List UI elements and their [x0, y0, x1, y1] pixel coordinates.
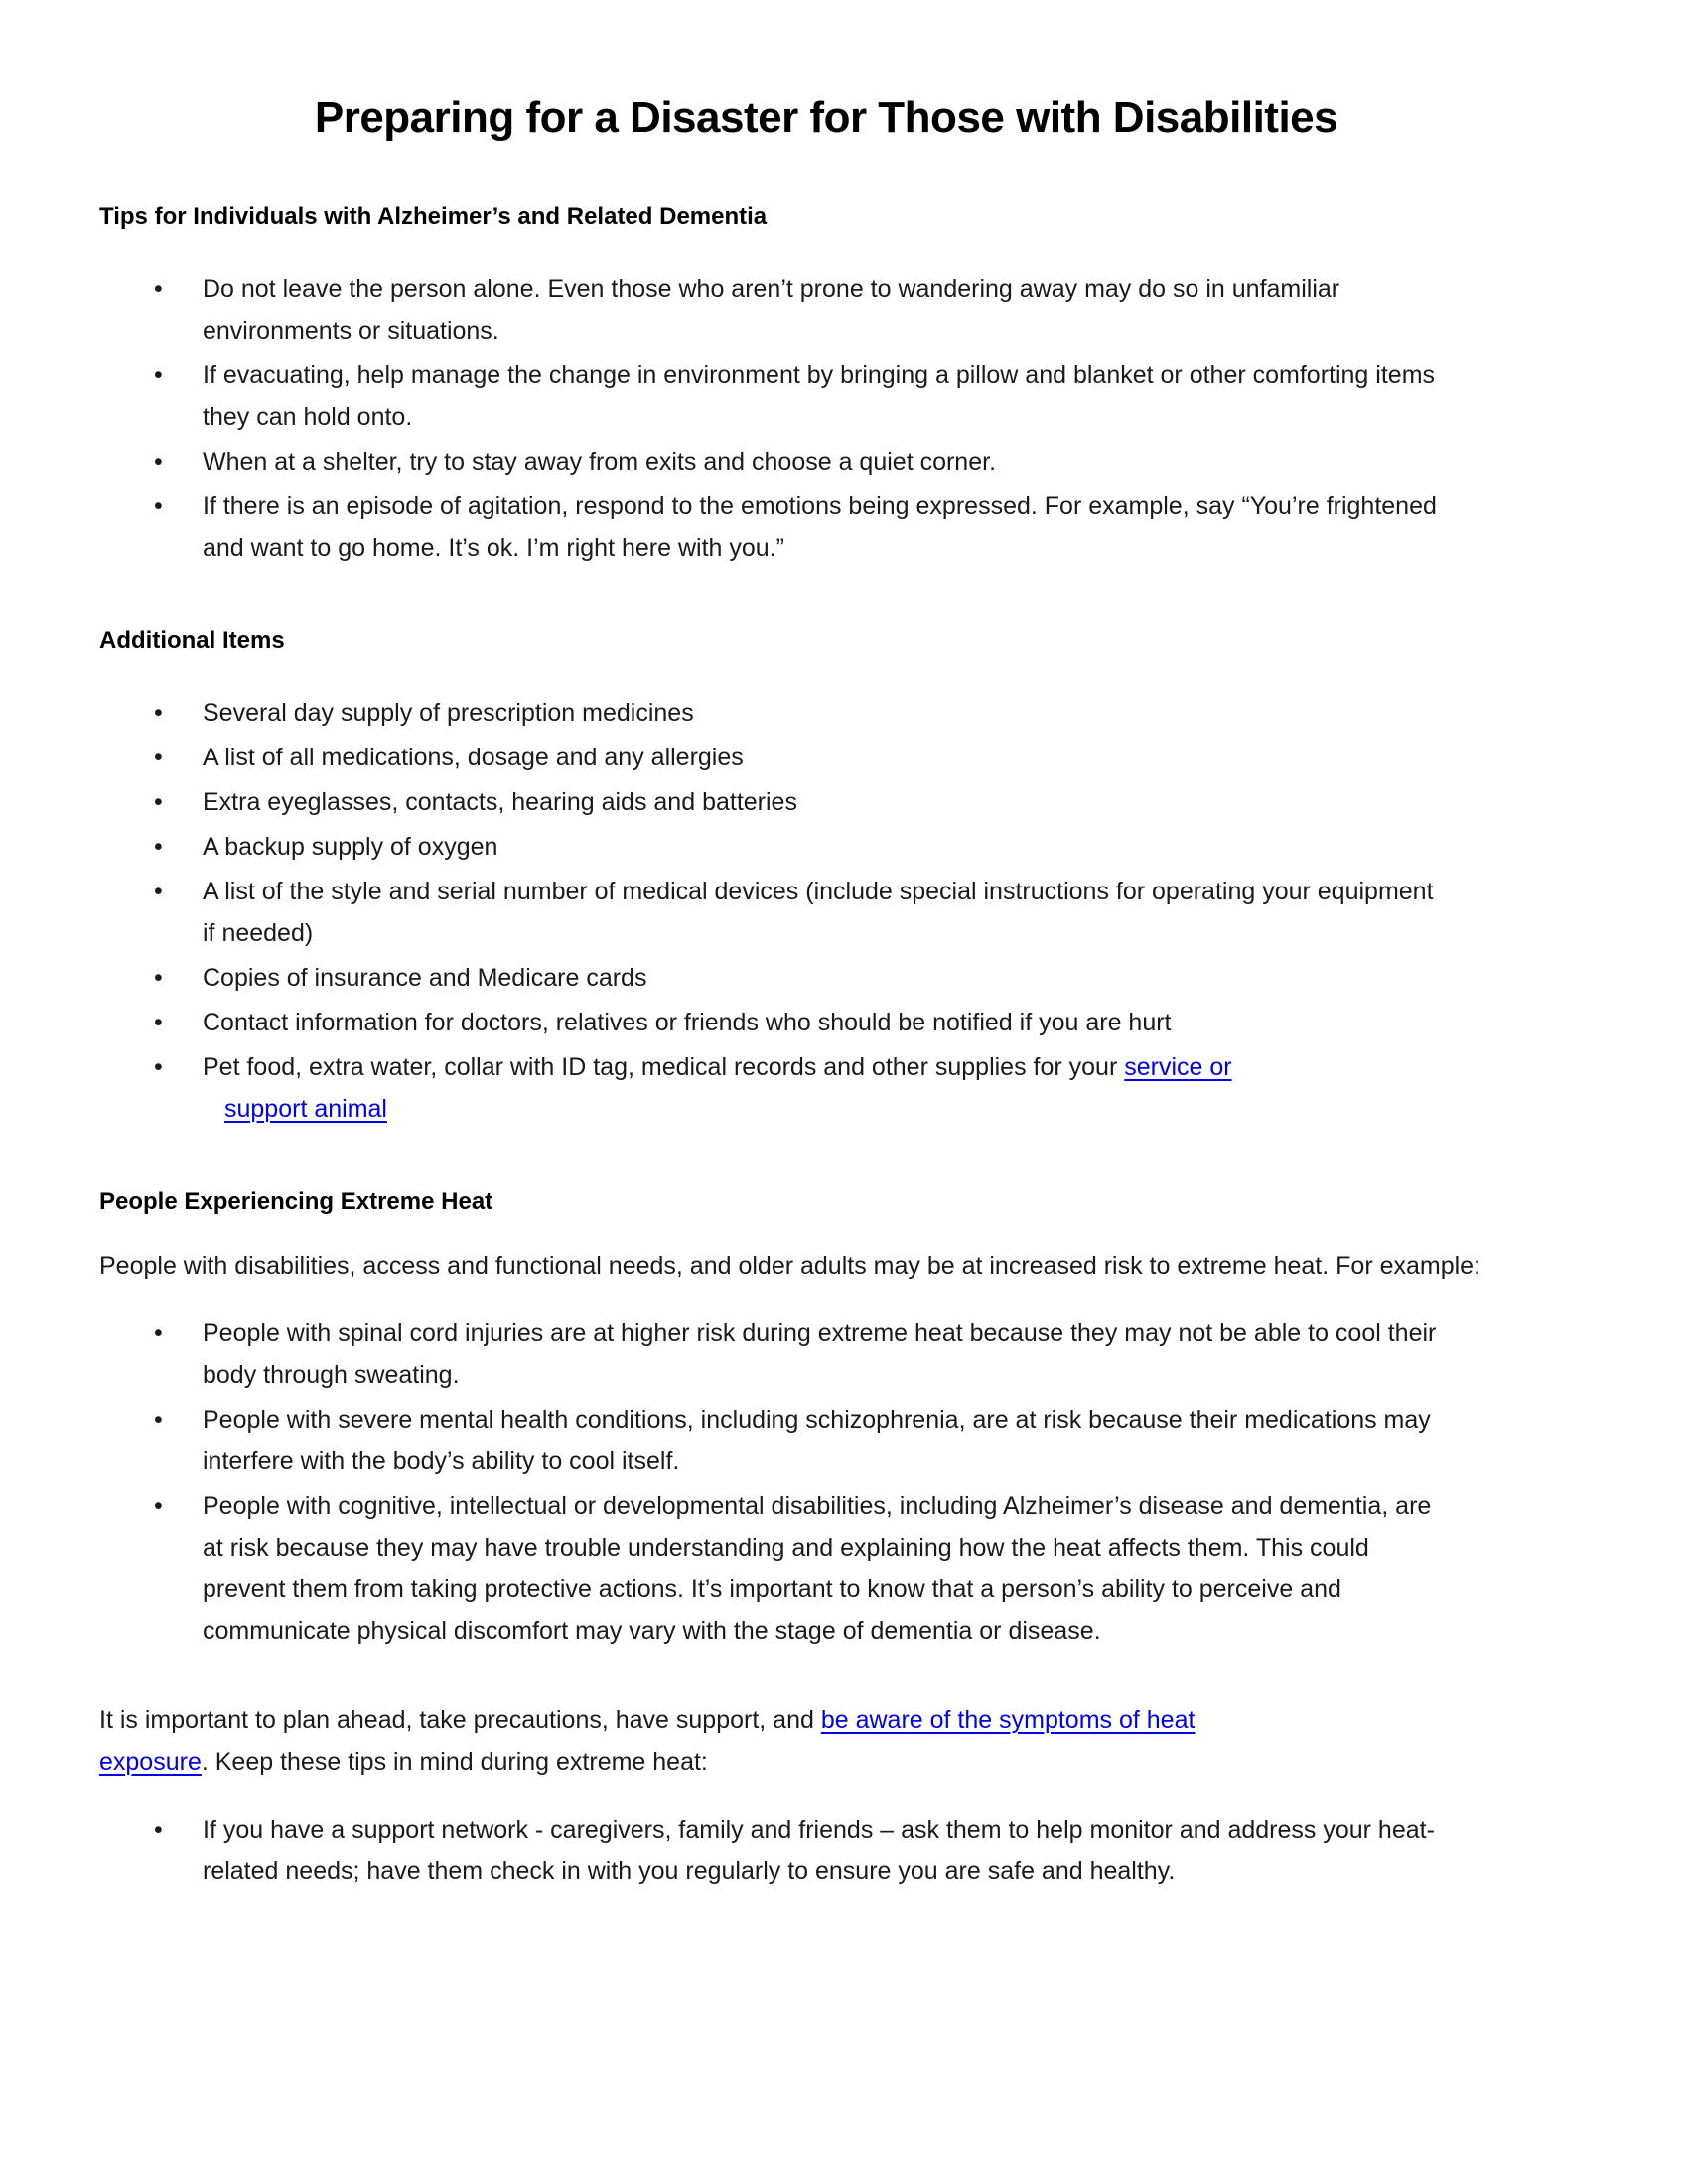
list-item-text [203, 1053, 1232, 1123]
bullet-icon [154, 441, 174, 482]
list-item [99, 871, 1450, 954]
list-item [99, 1002, 1450, 1043]
heat-plan-text: It is important to plan ahead, take precautions, have support, and [99, 1706, 821, 1734]
bullet-icon [154, 737, 174, 778]
page-title: Preparing for a Disaster for Those with Disabilities [314, 93, 1338, 142]
section-heading-additional-items: Additional Items [99, 627, 285, 654]
bullet-icon [154, 1485, 174, 1527]
list-item-text: A backup supply of oxygen [203, 833, 498, 861]
section-heading-extreme-heat: People Experiencing Extreme Heat [99, 1188, 493, 1215]
heat-plan-paragraph [99, 1700, 1553, 1783]
link-wrap-indent [224, 1095, 387, 1123]
bullet-icon [154, 1399, 174, 1440]
pet-supplies-text: Pet food, extra water, collar with ID tag, medical records and other supplies for your [203, 1053, 1125, 1081]
list-item [99, 1399, 1450, 1482]
list-item [99, 737, 1450, 778]
heat-tips-list [99, 1809, 1553, 1892]
bullet-icon [154, 957, 174, 999]
list-item-text: People with spinal cord injuries are at higher risk during extreme heat because they may not be able to cool their body through sweating. [203, 1319, 1437, 1389]
dementia-tips-list [99, 268, 1553, 569]
additional-items-list [99, 692, 1553, 1130]
heat-plan-text-post: . Keep these tips in mind during extreme heat: [201, 1748, 708, 1776]
list-item [99, 268, 1450, 351]
extreme-heat-risk-list [99, 1312, 1553, 1652]
bullet-icon [154, 692, 174, 734]
bullet-icon [154, 826, 174, 868]
list-item [99, 354, 1450, 438]
list-item [99, 781, 1450, 823]
list-item [99, 441, 1450, 482]
list-item-pet-supplies [99, 1046, 1450, 1130]
heat-symptoms-link[interactable]: be aware of the symptoms of heat [820, 1706, 1196, 1734]
bullet-icon [154, 1046, 174, 1088]
extreme-heat-intro-paragraph: People with disabilities, access and functional needs, and older adults may be at increased risk to extreme heat. For example: [99, 1252, 1481, 1280]
bullet-icon [154, 871, 174, 912]
list-item [99, 957, 1450, 999]
list-item-text: A list of all medications, dosage and any allergies [203, 744, 744, 771]
list-item-text: A list of the style and serial number of medical devices (include special instructions for operating your equipment if needed) [203, 878, 1434, 947]
list-item-text: People with severe mental health conditions, including schizophrenia, are at risk because their medications may interfere with the body’s ability to cool itself. [203, 1406, 1431, 1475]
list-item-text: Several day supply of prescription medicines [203, 699, 694, 727]
bullet-icon [154, 268, 174, 310]
list-item-text: If evacuating, help manage the change in environment by bringing a pillow and blanket or other comforting items they can hold onto. [203, 361, 1436, 431]
bullet-icon [154, 1312, 174, 1354]
list-item-text: Extra eyeglasses, contacts, hearing aids and batteries [203, 788, 797, 816]
list-item-text: People with cognitive, intellectual or developmental disabilities, including Alzheimer’s disease and dementia, are at risk because they may have trouble understanding and explaining how the heat affects them. This could prevent them from taking protective actions. It’s important to know that a person’s ability to perceive and communicate physical discomfort may vary with the stage of dementia or disease. [203, 1492, 1432, 1645]
bullet-icon [154, 1002, 174, 1043]
bullet-icon [154, 1809, 174, 1850]
bullet-icon [154, 485, 174, 527]
list-item-text: When at a shelter, try to stay away from exits and choose a quiet corner. [203, 448, 997, 476]
bullet-icon [154, 781, 174, 823]
list-item [99, 1312, 1450, 1396]
list-item [99, 826, 1450, 868]
list-item [99, 692, 1450, 734]
list-item [99, 1485, 1450, 1652]
section-heading-dementia-tips: Tips for Individuals with Alzheimer’s and Related Dementia [99, 204, 768, 230]
list-item [99, 1809, 1450, 1892]
service-animal-link[interactable]: support animal [224, 1095, 387, 1123]
list-item-text: If you have a support network - caregivers, family and friends – ask them to help monitor and address your heat-related needs; have them check in with you regularly to ensure you are safe and healthy. [203, 1816, 1435, 1885]
list-item-text: Do not leave the person alone. Even those who aren’t prone to wandering away may do so in unfamiliar environments or situations. [203, 275, 1340, 344]
list-item-text: Copies of insurance and Medicare cards [203, 964, 647, 992]
list-item-text: If there is an episode of agitation, respond to the emotions being expressed. For example, say “You’re frightened and want to go home. It’s ok. I’m right here with you.” [203, 492, 1437, 562]
list-item [99, 485, 1450, 569]
document-content [99, 0, 1553, 1892]
list-item-text: Contact information for doctors, relatives or friends who should be notified if you are hurt [203, 1009, 1172, 1036]
service-animal-link[interactable]: service or [1124, 1053, 1232, 1081]
bullet-icon [154, 354, 174, 396]
heat-symptoms-link[interactable]: exposure [99, 1748, 202, 1776]
